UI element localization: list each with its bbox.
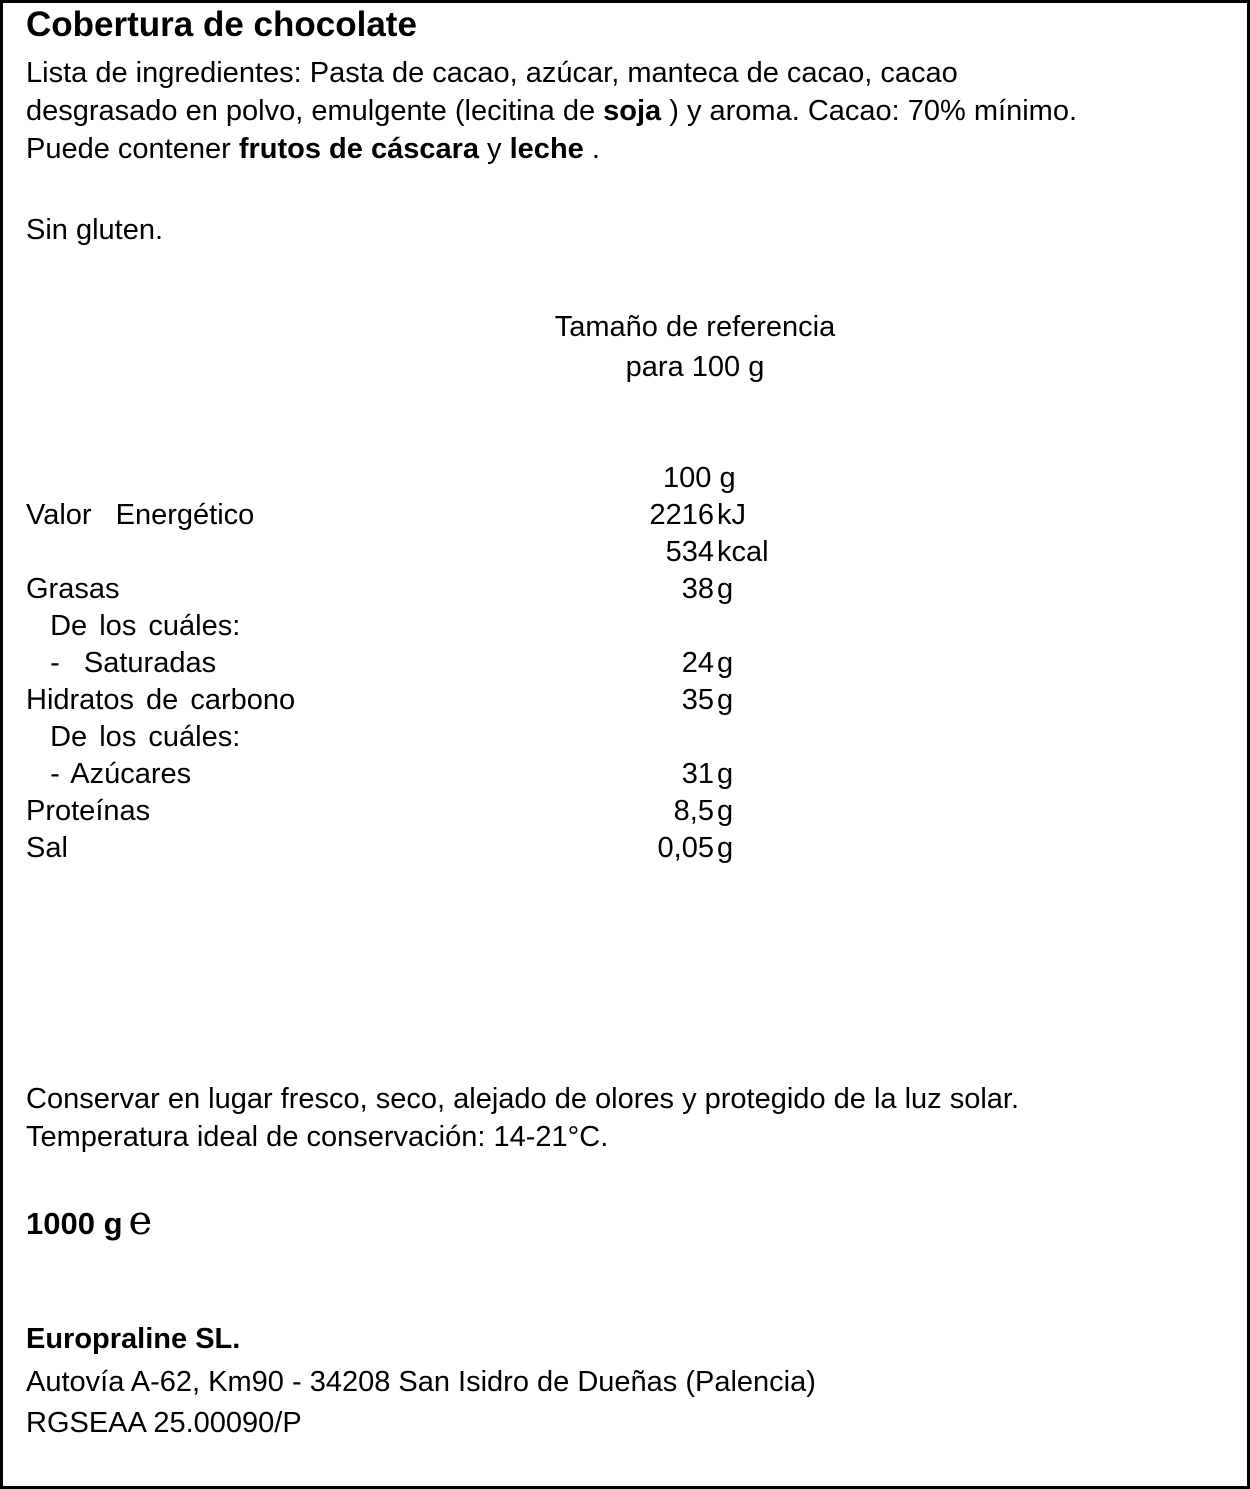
nutrient-label: De los cuáles: bbox=[26, 721, 241, 753]
nutrient-value: 31 bbox=[681, 758, 714, 790]
nutrition-row bbox=[26, 756, 733, 793]
nutrient-value bbox=[616, 719, 714, 756]
allergen-soja: soja bbox=[603, 95, 662, 127]
nutrient-label: Grasas bbox=[26, 573, 120, 605]
nutrition-row bbox=[26, 534, 769, 571]
nutrition-row bbox=[26, 793, 733, 830]
nutrient-value: 38 bbox=[681, 573, 714, 605]
nutrient-unit: g bbox=[717, 795, 734, 827]
nutrient-unit: g bbox=[717, 573, 734, 605]
nutrient-value: 24 bbox=[681, 647, 714, 679]
ingredients-line-1: Lista de ingredientes: Pasta de cacao, azúcar, manteca de cacao, cacao bbox=[26, 57, 958, 89]
nutrient-label: - Azúcares bbox=[26, 758, 192, 790]
text: ) y aroma. Cacao: 70% mínimo. bbox=[661, 95, 1078, 127]
nutrient-label: Proteínas bbox=[26, 795, 151, 827]
nutrition-row bbox=[26, 608, 717, 645]
storage-line-1: Conservar en lugar fresco, seco, alejado de olores y protegido de la luz solar. bbox=[26, 1083, 1020, 1115]
nutrition-row bbox=[26, 682, 733, 719]
nutrition-row bbox=[26, 719, 717, 756]
nutrient-label: - Saturadas bbox=[26, 647, 217, 679]
nutrient-label: De los cuáles: bbox=[26, 610, 241, 642]
estimated-e-mark-icon: e bbox=[128, 1198, 153, 1244]
nutrient-unit: kJ bbox=[717, 499, 746, 531]
reference-size-line-2: para 100 g bbox=[625, 351, 765, 383]
nutrient-label: Hidratos de carbono bbox=[26, 684, 296, 716]
nutrient-value: 35 bbox=[681, 684, 714, 716]
nutrient-unit: g bbox=[717, 758, 734, 790]
gluten-free-note: Sin gluten. bbox=[26, 214, 164, 246]
nutrient-value: 0,05 bbox=[657, 832, 714, 864]
nutrition-row bbox=[26, 645, 733, 682]
nutrient-unit: g bbox=[717, 832, 734, 864]
storage-line-2: Temperatura ideal de conservación: 14-21°C. bbox=[26, 1121, 609, 1153]
nutrient-label: Sal bbox=[26, 832, 68, 864]
nutrient-unit: g bbox=[717, 684, 734, 716]
nutrient-value: 2216 bbox=[649, 499, 714, 531]
nutrient-label bbox=[26, 534, 616, 571]
company-registry: RGSEAA 25.00090/P bbox=[26, 1407, 302, 1439]
text: y bbox=[479, 133, 510, 165]
nutrient-label: Valor Energético bbox=[26, 499, 255, 531]
allergen-milk: leche bbox=[509, 133, 584, 165]
nutrient-value: 534 bbox=[665, 536, 714, 568]
nutrition-column-header: 100 g bbox=[663, 462, 736, 494]
allergen-nuts: frutos de cáscara bbox=[238, 133, 479, 165]
company-address: Autovía A-62, Km90 - 34208 San Isidro de Dueñas (Palencia) bbox=[26, 1366, 816, 1398]
text: desgrasado en polvo, emulgente (lecitina de bbox=[26, 95, 604, 127]
product-title: Cobertura de chocolate bbox=[26, 5, 417, 44]
nutrient-value: 8,5 bbox=[673, 795, 714, 827]
text: . bbox=[583, 133, 600, 165]
text: Puede contener bbox=[26, 133, 239, 165]
ingredients-line-2 bbox=[26, 92, 1077, 130]
nutrient-value bbox=[616, 608, 714, 645]
nutrient-unit: kcal bbox=[717, 536, 769, 568]
reference-size-line-1: Tamaño de referencia bbox=[554, 311, 836, 343]
nutrient-unit: g bbox=[717, 647, 734, 679]
ingredients-line-3 bbox=[26, 130, 600, 168]
net-weight bbox=[26, 1200, 152, 1245]
nutrition-row bbox=[26, 497, 746, 534]
nutrition-row bbox=[26, 830, 733, 867]
nutrition-row bbox=[26, 571, 733, 608]
company-name: Europraline SL. bbox=[26, 1323, 241, 1355]
net-weight-value: 1000 g bbox=[26, 1206, 123, 1241]
